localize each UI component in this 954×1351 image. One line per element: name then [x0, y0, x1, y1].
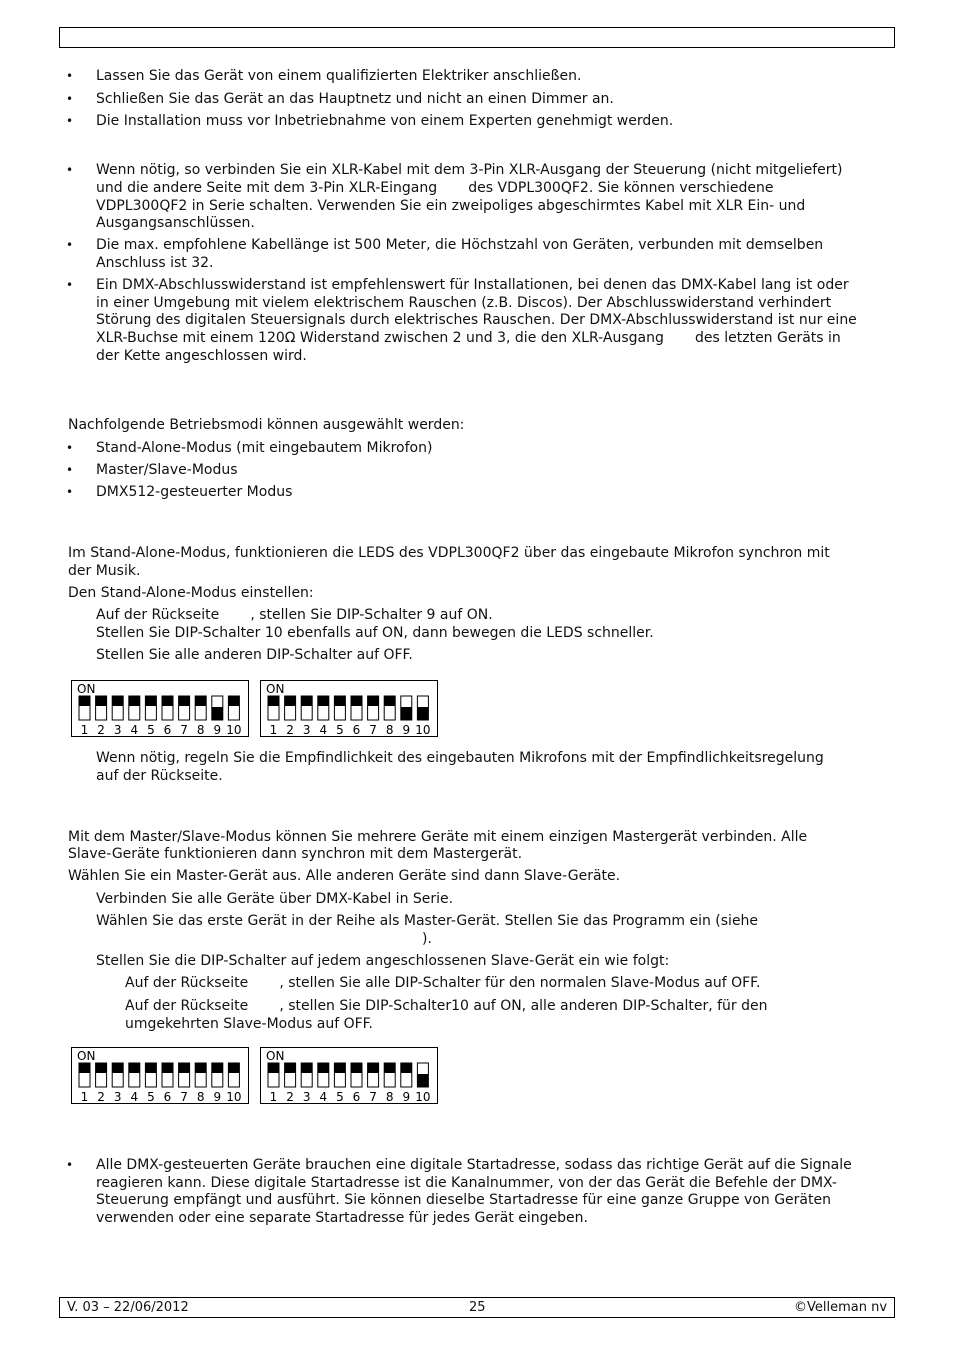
dip-number: 2: [286, 723, 294, 737]
dip-number: 4: [130, 1090, 139, 1104]
dip-knob-off: [129, 696, 140, 706]
dip-number: 6: [352, 723, 361, 737]
header-box: [59, 27, 895, 48]
bullet: •: [66, 1158, 74, 1172]
dip-knob-off: [368, 1063, 379, 1073]
dip-knob-off: [195, 1063, 206, 1073]
dmx512-line: reagieren kann. Diese digitale Startadresse ist die Kanalnummer, von der das Gerät die Befehle der DMX-: [96, 1175, 837, 1191]
dip-number: 4: [319, 1090, 328, 1104]
bullet: •: [66, 238, 74, 252]
dmx-b1-line: und die andere Seite mit dem 3-Pin XLR-Eingang des VDPL300QF2. Sie können verschiedene: [96, 180, 774, 196]
dip-switch-10: [226, 1063, 241, 1104]
dip-number: 4: [130, 723, 139, 737]
bullet: •: [66, 163, 74, 177]
dip-knob-off: [351, 696, 362, 706]
footer-version: V. 03 – 22/06/2012: [67, 1300, 189, 1315]
dip-number: 10: [226, 1090, 242, 1104]
bullet: •: [66, 485, 74, 499]
dmx512-line: verwenden oder eine separate Startadresse für jedes Gerät eingeben.: [96, 1210, 588, 1226]
dip-number: 10: [226, 723, 242, 737]
masterslave-p1: Slave-Geräte funktionieren dann synchron mit dem Mastergerät.: [68, 846, 523, 862]
dip-on-label: ON: [77, 1049, 96, 1063]
bullet: •: [66, 441, 74, 455]
dip-standalone-b: [260, 680, 438, 742]
dip-switch-10: [415, 1063, 430, 1104]
dip-knob-off: [145, 696, 156, 706]
install-item: Schließen Sie das Gerät an das Hauptnetz und nicht an einen Dimmer an.: [96, 91, 614, 107]
dip-knob-on: [212, 707, 223, 720]
dmx-b3-line: der Kette angeschlossen wird.: [96, 348, 307, 364]
dmx512-line: Steuerung empfängt und ausführt. Sie können dieselbe Startadresse für eine ganze Gruppe von Geräten: [96, 1192, 831, 1208]
dmx-b3-line: Ein DMX-Abschlusswiderstand ist empfehlenswert für Installationen, bei denen das DMX-Kabel lang ist oder: [96, 277, 849, 293]
dip-number: 9: [402, 723, 411, 737]
dip-number: 10: [415, 1090, 431, 1104]
dip-number: 3: [113, 723, 122, 737]
masterslave-step: ).: [422, 931, 432, 947]
dmx512-line: Alle DMX-gesteuerten Geräte brauchen eine digitale Startadresse, sodass das richtige Gerät auf die Signale: [96, 1157, 852, 1173]
dip-number: 7: [180, 1090, 188, 1104]
masterslave-step: Wählen Sie das erste Gerät in der Reihe als Master-Gerät. Stellen Sie das Programm ein (siehe: [96, 913, 759, 929]
dip-number: 6: [163, 723, 172, 737]
dip-knob-off: [301, 696, 312, 706]
masterslave-substep: umgekehrten Slave-Modus auf OFF.: [125, 1016, 373, 1032]
dip-number: 8: [196, 1090, 205, 1104]
dip-number: 7: [369, 723, 377, 737]
dip-knob-off: [368, 696, 379, 706]
dip-standalone-a: [71, 680, 249, 742]
dip-on-label: ON: [266, 682, 285, 696]
dip-knob-off: [79, 696, 90, 706]
dip-knob-off: [268, 696, 279, 706]
dip-number: 5: [147, 723, 155, 737]
dip-slave-normal: [71, 1047, 249, 1109]
dip-on-label: ON: [77, 682, 96, 696]
dip-number: 10: [415, 723, 431, 737]
dmx-b1-line: VDPL300QF2 in Serie schalten. Verwenden Sie ein zweipoliges abgeschirmtes Kabel mit XLR Ein- und: [96, 198, 806, 214]
dip-number: 1: [80, 1090, 89, 1104]
mode-item: Stand-Alone-Modus (mit eingebautem Mikrofon): [96, 440, 433, 456]
dmx-b3-line: XLR-Buchse mit einem 120Ω Widerstand zwischen 2 und 3, die den XLR-Ausgang des letzten Geräts in: [96, 330, 841, 346]
dmx-b1-line: Wenn nötig, so verbinden Sie ein XLR-Kabel mit dem 3-Pin XLR-Ausgang der Steuerung (nicht mitgeliefert): [96, 162, 843, 178]
dip-number: 4: [319, 723, 328, 737]
dip-number: 2: [97, 723, 105, 737]
dip-on-label: ON: [266, 1049, 285, 1063]
dip-number: 2: [97, 1090, 105, 1104]
dip-knob-off: [228, 696, 239, 706]
dip-knob-off: [285, 696, 296, 706]
dip-slave-reverse: [260, 1047, 438, 1109]
dip-knob-off: [162, 696, 173, 706]
mode-item: DMX512-gesteuerter Modus: [96, 484, 293, 500]
dip-number: 7: [180, 723, 188, 737]
standalone-p2: Den Stand-Alone-Modus einstellen:: [68, 585, 314, 601]
dip-number: 7: [369, 1090, 377, 1104]
dip-knob-off: [112, 1063, 123, 1073]
footer-copyright: ©Velleman nv: [794, 1300, 888, 1315]
standalone-step: Auf der Rückseite , stellen Sie DIP-Schalter 9 auf ON.: [96, 607, 493, 623]
standalone-p1: der Musik.: [68, 563, 141, 579]
dmx-b3-line: Störung des digitalen Steuersignals durch elektrisches Rauschen. Der DMX-Abschlusswiderstand ist nur eine: [96, 312, 857, 328]
dip-knob-off: [162, 1063, 173, 1073]
dip-knob-off: [112, 696, 123, 706]
footer-page-number: 25: [469, 1300, 486, 1315]
dip-knob-off: [179, 696, 190, 706]
dip-number: 5: [336, 723, 344, 737]
mode-item: Master/Slave-Modus: [96, 462, 238, 478]
dip-knob-on: [417, 1074, 428, 1087]
dip-number: 3: [113, 1090, 122, 1104]
dip-number: 1: [269, 1090, 278, 1104]
masterslave-step: Verbinden Sie alle Geräte über DMX-Kabel in Serie.: [96, 891, 454, 907]
dip-knob-off: [318, 1063, 329, 1073]
dip-slave-reverse-svg: [260, 1047, 438, 1105]
install-item: Lassen Sie das Gerät von einem qualifizierten Elektriker anschließen.: [96, 68, 582, 84]
modes-intro: Nachfolgende Betriebsmodi können ausgewählt werden:: [68, 417, 465, 433]
dip-number: 9: [213, 723, 222, 737]
dip-number: 9: [402, 1090, 411, 1104]
bullet: •: [66, 278, 74, 292]
dip-knob-off: [145, 1063, 156, 1073]
dip-knob-off: [96, 1063, 107, 1073]
dip-number: 5: [147, 1090, 155, 1104]
dip-number: 3: [302, 723, 311, 737]
standalone-step: auf der Rückseite.: [96, 768, 223, 784]
dip-number: 1: [269, 723, 278, 737]
install-item: Die Installation muss vor Inbetriebnahme von einem Experten genehmigt werden.: [96, 113, 674, 129]
dip-number: 6: [163, 1090, 172, 1104]
dip-knob-on: [401, 707, 412, 720]
dip-switch-10: [415, 696, 430, 737]
dip-knob-off: [179, 1063, 190, 1073]
dmx-b3-line: in einer Umgebung mit vielem elektrischem Rauschen (z.B. Discos). Der Abschlusswiderstand verhindert: [96, 295, 832, 311]
dmx-b1-line: Ausgangsanschlüssen.: [96, 215, 255, 231]
dip-number: 8: [385, 1090, 394, 1104]
dip-knob-off: [401, 1063, 412, 1073]
dip-knob-off: [96, 696, 107, 706]
dip-knob-off: [195, 696, 206, 706]
masterslave-p2: Wählen Sie ein Master-Gerät aus. Alle anderen Geräte sind dann Slave-Geräte.: [68, 868, 621, 884]
dip-knob-off: [334, 1063, 345, 1073]
dip-knob-off: [285, 1063, 296, 1073]
dip-standalone-a-svg: [71, 680, 249, 738]
dip-number: 8: [196, 723, 205, 737]
dip-number: 8: [385, 723, 394, 737]
bullet: •: [66, 463, 74, 477]
dip-number: 5: [336, 1090, 344, 1104]
dip-knob-on: [417, 707, 428, 720]
masterslave-substep: Auf der Rückseite , stellen Sie alle DIP-Schalter für den normalen Slave-Modus auf OFF.: [125, 975, 761, 991]
dmx-b2-line: Die max. empfohlene Kabellänge ist 500 Meter, die Höchstzahl von Geräten, verbunden mit demselben: [96, 237, 824, 253]
dip-knob-off: [318, 696, 329, 706]
dip-knob-off: [268, 1063, 279, 1073]
dip-number: 1: [80, 723, 89, 737]
standalone-step: Stellen Sie alle anderen DIP-Schalter auf OFF.: [96, 647, 413, 663]
masterslave-p1: Mit dem Master/Slave-Modus können Sie mehrere Geräte mit einem einzigen Mastergerät verbinden. Alle: [68, 829, 808, 845]
dip-knob-off: [384, 1063, 395, 1073]
dip-knob-off: [228, 1063, 239, 1073]
dip-knob-off: [301, 1063, 312, 1073]
standalone-step: Stellen Sie DIP-Schalter 10 ebenfalls auf ON, dann bewegen die LEDS schneller.: [96, 625, 654, 641]
dip-knob-off: [384, 696, 395, 706]
dip-number: 3: [302, 1090, 311, 1104]
dip-slave-normal-svg: [71, 1047, 249, 1105]
standalone-step: Wenn nötig, regeln Sie die Empfindlichkeit des eingebauten Mikrofons mit der Empfindlichkeitsregelung: [96, 750, 824, 766]
standalone-p1: Im Stand-Alone-Modus, funktionieren die LEDS des VDPL300QF2 über das eingebaute Mikrofon synchron mit: [68, 545, 830, 561]
dmx-b2-line: Anschluss ist 32.: [96, 255, 214, 271]
dip-number: 9: [213, 1090, 222, 1104]
bullet: •: [66, 92, 74, 106]
dip-knob-off: [334, 696, 345, 706]
dip-number: 2: [286, 1090, 294, 1104]
masterslave-substep: Auf der Rückseite , stellen Sie DIP-Schalter10 auf ON, alle anderen DIP-Schalter, für den: [125, 998, 768, 1014]
dip-knob-off: [212, 1063, 223, 1073]
dip-switch-10: [226, 696, 241, 737]
dip-knob-off: [351, 1063, 362, 1073]
dip-knob-off: [79, 1063, 90, 1073]
dip-number: 6: [352, 1090, 361, 1104]
bullet: •: [66, 114, 74, 128]
dip-knob-off: [129, 1063, 140, 1073]
bullet: •: [66, 69, 74, 83]
masterslave-step: Stellen Sie die DIP-Schalter auf jedem angeschlossenen Slave-Gerät ein wie folgt:: [96, 953, 670, 969]
dip-standalone-b-svg: [260, 680, 438, 738]
